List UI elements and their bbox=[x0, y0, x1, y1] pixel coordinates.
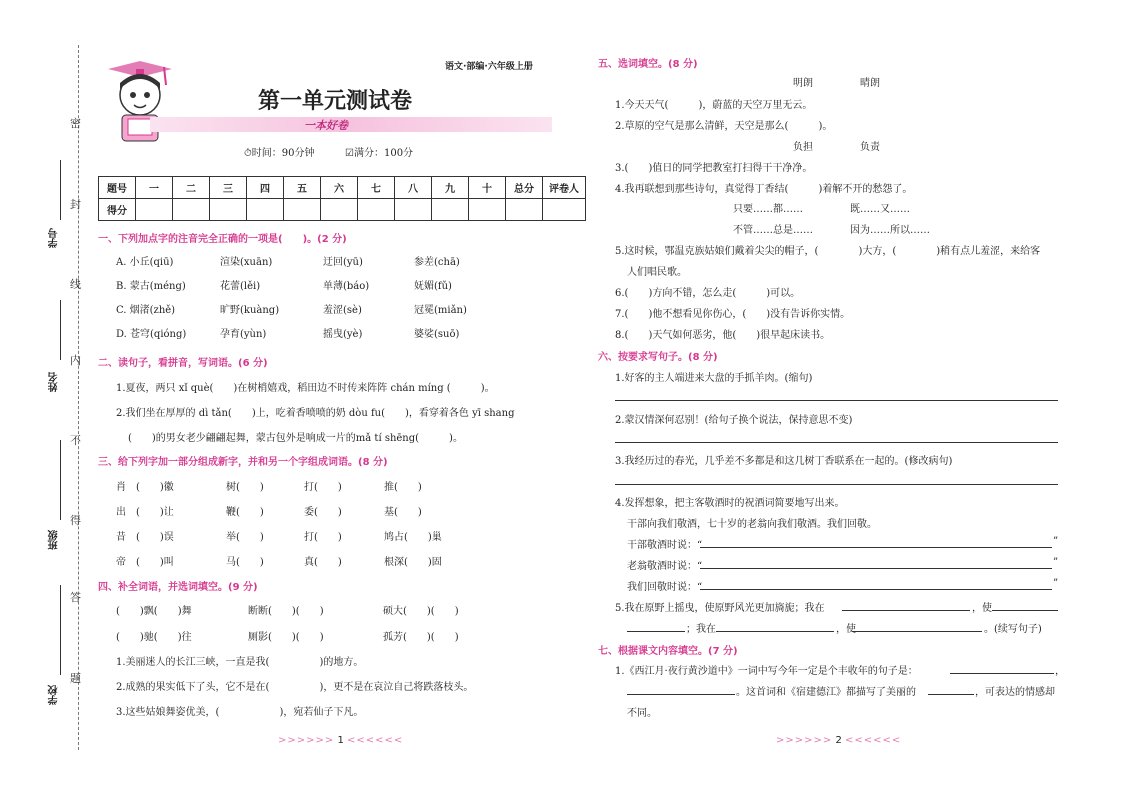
word-item: ( )驰( )往 bbox=[116, 632, 192, 643]
word-choice: 明朗 bbox=[793, 78, 813, 89]
word-choice: 只要……都…… bbox=[733, 204, 803, 215]
close-quote: ” bbox=[1053, 557, 1059, 568]
word-choice: 不管……总是…… bbox=[733, 225, 813, 236]
answer-line[interactable] bbox=[992, 610, 1058, 611]
question-text: ，可表达的情感却 bbox=[975, 687, 1055, 698]
section-2-title: 二、读句子，看拼音，写词语。(6 分) bbox=[98, 358, 268, 369]
question-text: 1.今天天气( )，蔚蓝的天空万里无云。 bbox=[615, 100, 813, 111]
question-text: 5.我在原野上摇曳，使原野风光更加旖旎；我在 bbox=[615, 603, 825, 614]
page-title: 第一单元测试卷 bbox=[258, 89, 413, 114]
word-choice: 负责 bbox=[860, 142, 880, 153]
section-4-title: 四、补全词语，并选词填空。(9 分) bbox=[98, 582, 258, 593]
question-text: 5.这时候，鄂温克族姑娘们戴着尖尖的帽子，( )大方，( )稍有点儿羞涩，来给客 bbox=[615, 246, 1041, 257]
question-text: 。这首词和《宿建德江》都描写了美丽的 bbox=[736, 687, 916, 698]
subject-line: 语文·部编·六年级上册 bbox=[445, 62, 533, 72]
binding-word: 内 bbox=[70, 354, 81, 367]
section-6-title: 六、按要求写句子。(8 分) bbox=[598, 352, 718, 363]
option-text: B. 蒙古(méng) bbox=[116, 281, 186, 292]
binding-word: 线 bbox=[70, 278, 81, 291]
question-text: 3.这些姑娘舞姿优美，( )，宛若仙子下凡。 bbox=[116, 707, 364, 718]
score-header: 八 bbox=[395, 177, 432, 199]
char-item: 出 ( )让 bbox=[116, 507, 174, 518]
question-text: 1.好客的主人端进来大盘的手抓羊肉。(缩句) bbox=[615, 373, 813, 384]
question-text: ( )的男女老少翩翩起舞，蒙古包外是响成一片的mǎ tí shēng( )。 bbox=[128, 433, 463, 444]
binding-word: 密 bbox=[70, 117, 81, 130]
score-cell[interactable] bbox=[136, 199, 173, 221]
section-5-title: 五、选词填空。(8 分) bbox=[598, 59, 698, 70]
answer-line[interactable] bbox=[615, 442, 1058, 443]
answer-line[interactable] bbox=[615, 484, 1058, 485]
question-text: ；我在 bbox=[686, 624, 716, 635]
char-item: 昔 ( )误 bbox=[116, 532, 174, 543]
question-text: 1.夏夜，两只 xǐ què( )在树梢嬉戏，稻田边不时传来阵阵 chán míng ( )。 bbox=[116, 383, 495, 394]
option-text: 旷野(kuàng) bbox=[220, 305, 280, 316]
question-text: 。(续写句子) bbox=[984, 624, 1042, 635]
char-item: 打( ) bbox=[304, 532, 342, 543]
answer-line[interactable] bbox=[615, 400, 1058, 401]
binding-word: 题 bbox=[70, 672, 81, 685]
school-label: 学校 bbox=[49, 685, 60, 705]
time-limit: ⏱时间：90分钟 bbox=[244, 148, 315, 159]
char-item: 根深( )固 bbox=[384, 557, 442, 568]
word-item: 孤芳( )( ) bbox=[383, 632, 459, 643]
binding-word: 得 bbox=[70, 514, 81, 527]
question-text: 6.( )方向不错，怎么走( )可以。 bbox=[615, 288, 801, 299]
class-label: 班级 bbox=[49, 530, 60, 550]
word-choice: 晴朗 bbox=[860, 78, 880, 89]
score-header: 总分 bbox=[506, 177, 543, 199]
question-text: ， bbox=[1055, 666, 1065, 677]
char-item: 肖 ( )徽 bbox=[116, 482, 174, 493]
char-item: 马( ) bbox=[226, 557, 264, 568]
section-7-title: 七、根据课文内容填空。(7 分) bbox=[598, 646, 738, 657]
page-number-1: >>>>>> 1 <<<<<< bbox=[278, 735, 404, 746]
score-header: 七 bbox=[358, 177, 395, 199]
name-label: 姓名 bbox=[49, 372, 60, 392]
score-cell[interactable] bbox=[469, 199, 506, 221]
score-cell[interactable] bbox=[247, 199, 284, 221]
question-text: 2.蒙汉情深何忍别！(给句子换个说法，保持意思不变) bbox=[615, 415, 853, 426]
char-item: 真( ) bbox=[304, 557, 342, 568]
word-item: 厕影( )( ) bbox=[248, 632, 324, 643]
question-text: 不同。 bbox=[627, 708, 657, 719]
score-cell[interactable] bbox=[173, 199, 210, 221]
char-item: 鞭( ) bbox=[226, 507, 264, 518]
option-text: 羞涩(sè) bbox=[323, 305, 362, 316]
score-cell[interactable] bbox=[432, 199, 469, 221]
word-choice: 既……又…… bbox=[850, 204, 910, 215]
score-row-label: 得分 bbox=[99, 199, 136, 221]
score-header: 题号 bbox=[99, 177, 136, 199]
word-item: ( )飘( )舞 bbox=[116, 606, 192, 617]
option-text: 渲染(xuān) bbox=[220, 257, 273, 268]
score-header: 三 bbox=[210, 177, 247, 199]
option-text: 孕育(yùn) bbox=[220, 329, 267, 340]
option-text: A. 小丘(qiū) bbox=[116, 257, 174, 268]
char-item: 鸠占( )巢 bbox=[384, 532, 442, 543]
score-cell[interactable] bbox=[543, 199, 586, 221]
section-3-title: 三、给下列字加一部分组成新字，并和另一个字组成词语。(8 分) bbox=[98, 457, 388, 468]
question-text: 人们唱民歌。 bbox=[627, 267, 687, 278]
question-text: 3.( )值日的同学把教室打扫得干干净净。 bbox=[615, 163, 813, 174]
answer-line[interactable] bbox=[700, 547, 1052, 548]
option-text: 单薄(báo) bbox=[323, 281, 370, 292]
score-header: 二 bbox=[173, 177, 210, 199]
section-1-title: 一、下列加点字的注音完全正确的一项是( )。(2 分) bbox=[98, 234, 347, 245]
option-text: 花蕾(lěi) bbox=[220, 281, 261, 292]
question-text: 4.发挥想象，把主客敬酒时的祝酒词简要地写出来。 bbox=[615, 498, 845, 509]
binding-word: 封 bbox=[70, 198, 81, 211]
close-quote: ” bbox=[1053, 536, 1059, 547]
answer-line[interactable] bbox=[852, 631, 982, 632]
score-cell[interactable] bbox=[284, 199, 321, 221]
question-text: ，使 bbox=[972, 603, 992, 614]
question-text: 3.我经历过的春光，几乎差不多都是和这几树丁香联系在一起的。(修改病句) bbox=[615, 456, 953, 467]
option-text: D. 苍穹(qióng) bbox=[116, 329, 187, 340]
option-text: 婆娑(suō) bbox=[414, 329, 460, 340]
score-header: 六 bbox=[321, 177, 358, 199]
question-text: 4.我再联想到那些诗句，真觉得丁香结( )着解不开的愁怨了。 bbox=[615, 184, 913, 195]
score-cell[interactable] bbox=[321, 199, 358, 221]
question-text: 1.《西江月·夜行黄沙道中》一词中写今年一定是个丰收年的句子是： bbox=[615, 666, 918, 677]
question-text: 我们回敬时说：“ bbox=[627, 582, 703, 593]
score-cell[interactable] bbox=[358, 199, 395, 221]
binding-word: 不 bbox=[70, 434, 81, 447]
option-text: 迂回(yū) bbox=[323, 257, 363, 268]
char-item: 基( ) bbox=[384, 507, 422, 518]
char-item: 打( ) bbox=[304, 482, 342, 493]
question-text: 2.草原的空气是那么清鲜，天空是那么( )。 bbox=[615, 121, 833, 132]
word-item: 断断( )( ) bbox=[248, 606, 324, 617]
score-cell[interactable] bbox=[395, 199, 432, 221]
student-id-label: 学号 bbox=[49, 228, 60, 248]
char-item: 推( ) bbox=[384, 482, 422, 493]
option-text: C. 烟渚(zhě) bbox=[116, 305, 176, 316]
word-choice: 负担 bbox=[793, 142, 813, 153]
score-cell[interactable] bbox=[210, 199, 247, 221]
score-header: 评卷人 bbox=[543, 177, 586, 199]
word-item: 硕大( )( ) bbox=[383, 606, 459, 617]
score-cell[interactable] bbox=[506, 199, 543, 221]
score-header: 十 bbox=[469, 177, 506, 199]
question-text: 8.( )天气如何恶劣，他( )很早起床读书。 bbox=[615, 330, 831, 341]
word-choice: 因为……所以…… bbox=[850, 225, 930, 236]
score-header: 一 bbox=[136, 177, 173, 199]
question-text: 2.成熟的果实低下了头，它不是在( )，更不是在哀泣自己将跌落枝头。 bbox=[116, 682, 474, 693]
answer-line[interactable] bbox=[716, 631, 834, 632]
score-table bbox=[98, 176, 586, 221]
question-text: ，使 bbox=[836, 624, 856, 635]
question-text: 7.( )他不想看见你伤心，( )没有告诉你实情。 bbox=[615, 309, 851, 320]
score-header: 九 bbox=[432, 177, 469, 199]
option-text: 参差(chā) bbox=[414, 257, 460, 268]
score-header: 四 bbox=[247, 177, 284, 199]
close-quote: ” bbox=[1053, 578, 1059, 589]
char-item: 举( ) bbox=[226, 532, 264, 543]
full-score: ☑满分：100分 bbox=[345, 148, 414, 159]
answer-line[interactable] bbox=[928, 694, 974, 695]
question-text: 老翁敬酒时说：“ bbox=[627, 561, 703, 572]
question-text: 2.我们坐在厚厚的 dì tǎn( )上，吃着香喷喷的奶 dòu fu( )，看穿着各色 yī shang bbox=[116, 408, 515, 419]
binding-word: 答 bbox=[70, 591, 81, 604]
question-text: 干部敬酒时说：“ bbox=[627, 540, 703, 551]
question-text: 干部向我们敬酒，七十岁的老翁向我们敬酒。我们回敬。 bbox=[627, 519, 877, 530]
answer-line[interactable] bbox=[700, 589, 1052, 590]
binding-margin bbox=[78, 45, 79, 750]
option-text: 妩媚(fǔ) bbox=[414, 281, 452, 292]
answer-line[interactable] bbox=[627, 631, 685, 632]
char-item: 树( ) bbox=[226, 482, 264, 493]
brand-mark: 一本好卷 bbox=[304, 119, 348, 132]
answer-line[interactable] bbox=[950, 673, 1054, 674]
char-item: 委( ) bbox=[304, 507, 342, 518]
option-text: 冠冕(miǎn) bbox=[414, 305, 467, 316]
answer-line[interactable] bbox=[700, 568, 1052, 569]
answer-line[interactable] bbox=[627, 694, 735, 695]
char-item: 帝 ( )叫 bbox=[116, 557, 174, 568]
option-text: 摇曳(yè) bbox=[323, 329, 363, 340]
question-text: 1.美丽迷人的长江三峡，一直是我( )的地方。 bbox=[116, 657, 364, 668]
answer-line[interactable] bbox=[842, 610, 970, 611]
score-header: 五 bbox=[284, 177, 321, 199]
page-number-2: >>>>>> 2 <<<<<< bbox=[776, 735, 902, 746]
